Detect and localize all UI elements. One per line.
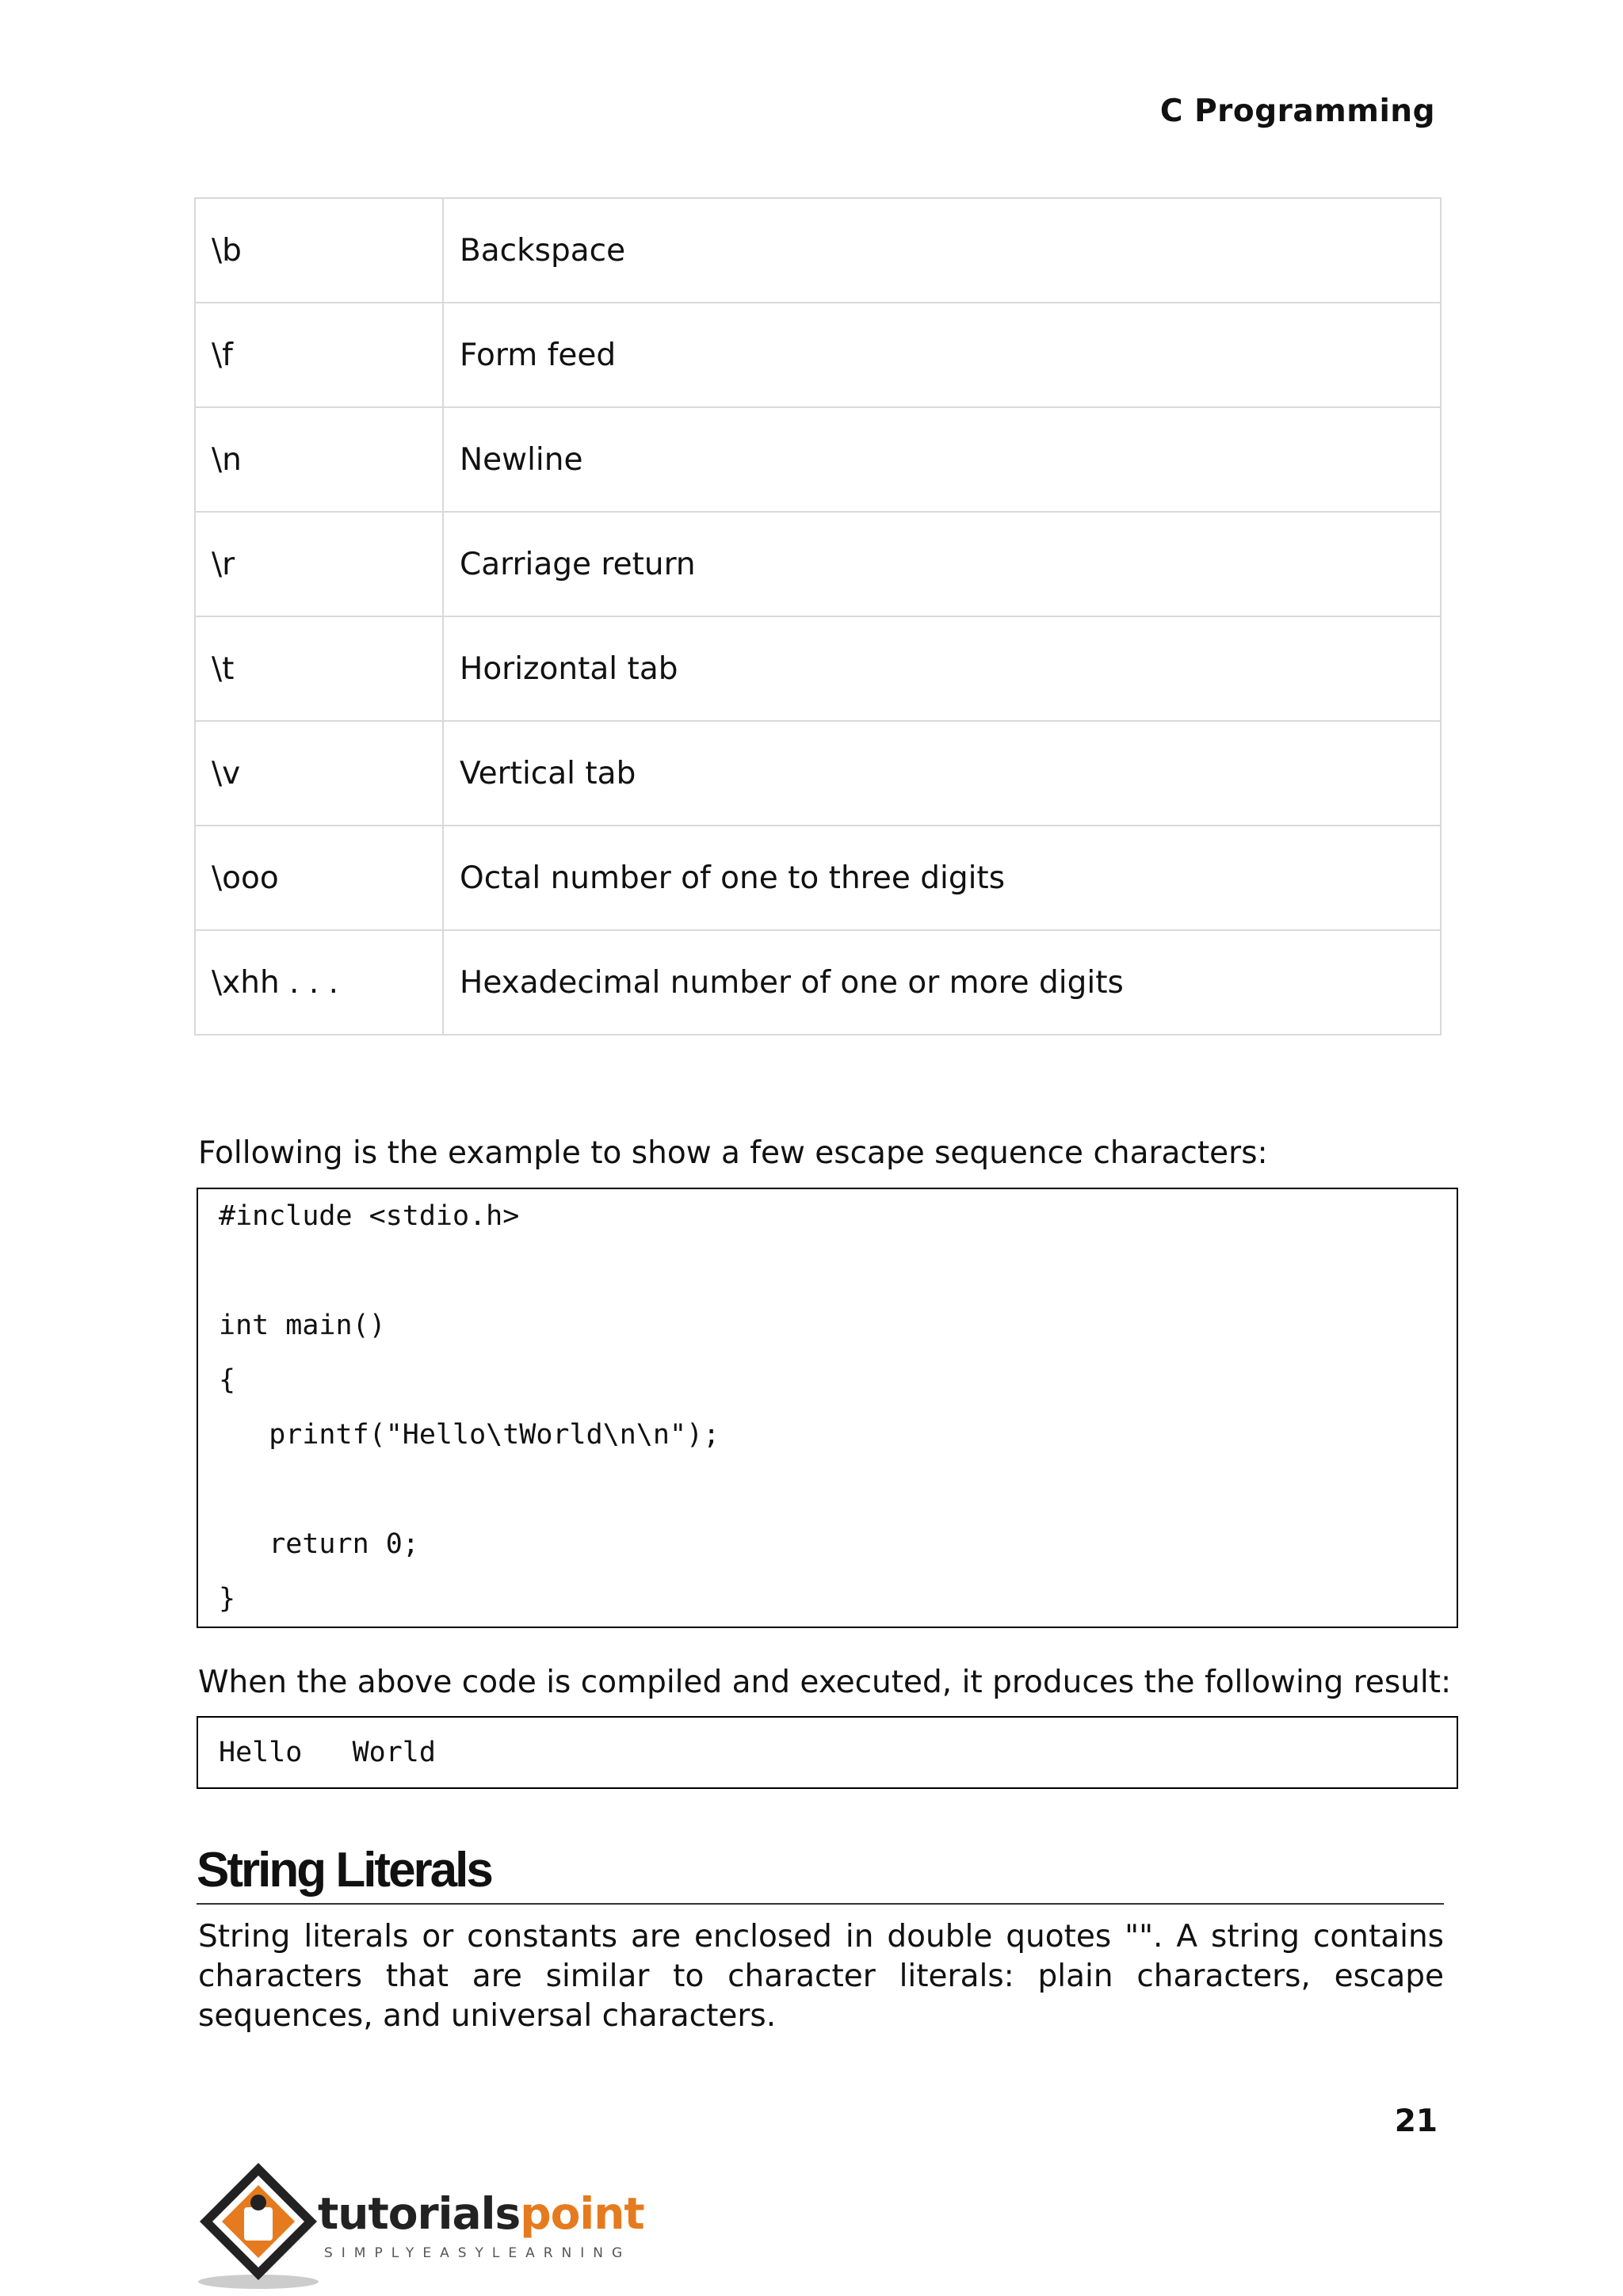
tutorialspoint-logo (193, 2157, 644, 2293)
code-line (219, 1463, 1436, 1517)
escape-meaning-cell: Carriage return (443, 512, 1441, 616)
code-example-block (197, 1188, 1458, 1628)
table-row (195, 930, 1441, 1035)
logo-word-accent: point (520, 2188, 644, 2239)
table-row (195, 198, 1441, 303)
escape-meaning-cell: Backspace (443, 198, 1441, 303)
table-row (195, 721, 1441, 826)
page-number: 21 (1394, 2103, 1438, 2139)
code-line: int main() (219, 1310, 386, 1341)
code-line: } (219, 1583, 236, 1615)
table-row (195, 826, 1441, 930)
escape-meaning-cell: Newline (443, 407, 1441, 512)
escape-code-cell: \b (195, 198, 443, 303)
escape-meaning-cell: Octal number of one to three digits (443, 826, 1441, 930)
escape-code-cell: \n (195, 407, 443, 512)
page-header-title: C Programming (1159, 93, 1435, 129)
escape-code-cell: \v (195, 721, 443, 826)
escape-meaning-cell: Vertical tab (443, 721, 1441, 826)
escape-meaning-cell: Horizontal tab (443, 616, 1441, 721)
table-row (195, 512, 1441, 616)
escape-code-cell: \f (195, 303, 443, 407)
logo-wordmark (318, 2188, 644, 2239)
escape-code-cell: \t (195, 616, 443, 721)
output-line: Hello World (219, 1737, 436, 1768)
section-body-paragraph: String literals or constants are enclosed in double quotes "". A string contains characters that are similar to character literals: plain characters, escape sequences, and universal characters. (198, 1919, 1444, 2034)
table-row (195, 407, 1441, 512)
escape-sequence-table (194, 197, 1442, 1035)
escape-meaning-cell: Hexadecimal number of one or more digits (443, 930, 1441, 1035)
code-line: return 0; (219, 1528, 419, 1560)
logo-tagline: SIMPLYEASYLEARNING (324, 2245, 632, 2261)
code-line (219, 1244, 1436, 1299)
output-example-block (197, 1716, 1458, 1789)
code-line: printf("Hello\tWorld\n\n"); (219, 1419, 720, 1451)
escape-meaning-cell: Form feed (443, 303, 1441, 407)
escape-code-cell: \xhh . . . (195, 930, 443, 1035)
section-heading: String Literals (197, 1840, 1444, 1905)
code-line: { (219, 1364, 236, 1396)
escape-code-cell: \r (195, 512, 443, 616)
escape-code-cell: \ooo (195, 826, 443, 930)
table-row (195, 303, 1441, 407)
table-row (195, 616, 1441, 721)
logo-word-main: tutorials (318, 2188, 521, 2239)
intro-paragraph: Following is the example to show a few escape sequence characters: (198, 1135, 1268, 1171)
logo-diamond-icon (193, 2157, 328, 2293)
result-paragraph: When the above code is compiled and executed, it produces the following result: (198, 1665, 1452, 1700)
code-line: #include <stdio.h> (219, 1200, 520, 1232)
